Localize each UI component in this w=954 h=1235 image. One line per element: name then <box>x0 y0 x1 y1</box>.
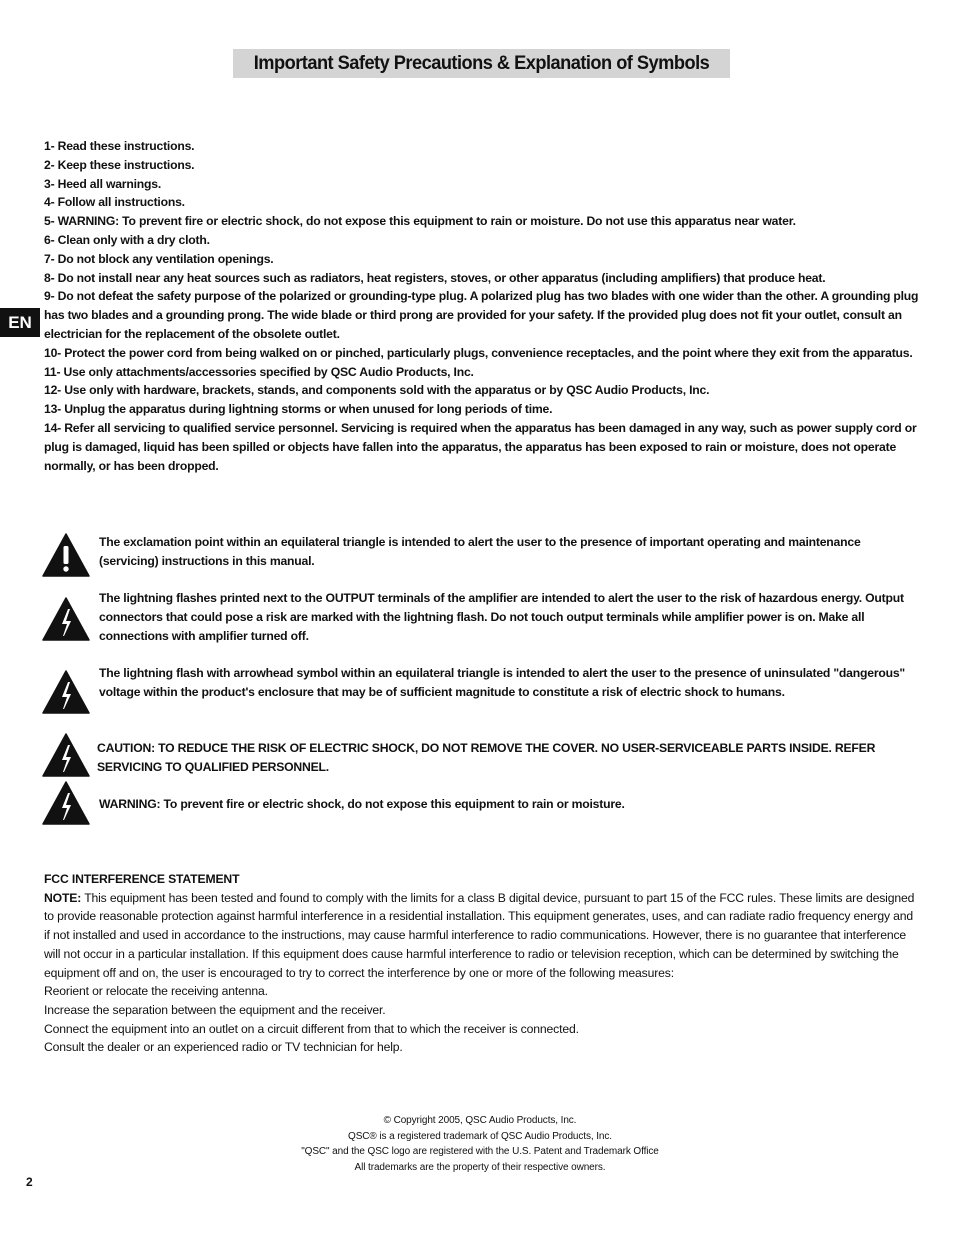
fcc-measure: Reorient or relocate the receiving antenna. <box>44 984 268 999</box>
precaution-item: 2- Keep these instructions. <box>44 157 195 172</box>
lightning-triangle-icon <box>42 597 90 641</box>
precaution-item: 14- Refer all servicing to qualified service personnel. Servicing is required when the apparatus has been damaged in any way, such as power supply cord or plug is damaged, liquid has been spilled or objects have fallen into the apparatus, the apparatus has been exposed to rain or moisture, does not operate normally, or has been dropped. <box>44 420 917 473</box>
symbol-text: CAUTION: TO REDUCE THE RISK OF ELECTRIC SHOCK, DO NOT REMOVE THE COVER. NO USER-SERVICEABLE PARTS INSIDE. REFER SERVICING TO QUALIFIED PERSONNEL. <box>97 741 876 774</box>
fcc-measure: Consult the dealer or an experienced radio or TV technician for help. <box>44 1040 403 1055</box>
fcc-measure: Increase the separation between the equipment and the receiver. <box>44 1002 386 1017</box>
precaution-item: 8- Do not install near any heat sources such as radiators, heat registers, stoves, or other apparatus (including amplifiers) that produce heat. <box>44 270 826 285</box>
page-title-bar <box>233 49 730 78</box>
fcc-measure: Connect the equipment into an outlet on a circuit different from that to which the receiver is connected. <box>44 1021 579 1036</box>
footer-line: QSC® is a registered trademark of QSC Audio Products, Inc. <box>348 1130 612 1142</box>
exclamation-triangle-icon <box>42 533 90 577</box>
language-tab-en: EN <box>0 308 40 337</box>
precaution-item: 11- Use only attachments/accessories specified by QSC Audio Products, Inc. <box>44 364 474 379</box>
precaution-item: 1- Read these instructions. <box>44 139 195 153</box>
page-number: 2 <box>26 1175 33 1189</box>
precaution-item: 3- Heed all warnings. <box>44 176 162 191</box>
fcc-statement <box>44 870 920 1057</box>
page-title: Important Safety Precautions & Explanation of Symbols <box>253 53 710 74</box>
lightning-triangle-icon <box>42 733 90 777</box>
footer-line: "QSC" and the QSC logo are registered with the U.S. Patent and Trademark Office <box>301 1146 659 1157</box>
precaution-item: 4- Follow all instructions. <box>44 195 185 210</box>
precaution-item: 7- Do not block any ventilation openings. <box>44 251 274 266</box>
fcc-heading: FCC INTERFERENCE STATEMENT <box>44 872 240 886</box>
fcc-note <box>44 889 920 983</box>
fcc-note-label: NOTE: <box>44 890 82 905</box>
copyright-footer <box>250 1113 710 1175</box>
symbol-text: The lightning flash with arrowhead symbol within an equilateral triangle is intended to alert the user to the presence of uninsulated "dangerous" voltage within the product's enclosure that may be of sufficient magnitude to constitute a risk of electric shock to humans. <box>99 666 906 699</box>
precaution-item: 10- Protect the power cord from being walked on or pinched, particularly plugs, convenience receptacles, and the point where they exit from the apparatus. <box>44 345 913 360</box>
symbol-text: The lightning flashes printed next to the OUTPUT terminals of the amplifier are intended to alert the user to the risk of hazardous energy. Output connectors that could pose a risk are marked with the lightning flash. Do not touch output terminals while amplifier power is on. Make all connections with amplifier turned off. <box>99 591 904 643</box>
fcc-note-text: This equipment has been tested and found to comply with the limits for a class B digital device, pursuant to part 15 of the FCC rules. These limits are designed to provide reasonable protection against harmful interference in a residential installation. This equipment generates, uses, and can radiate radio frequency energy and if not installed and used in accordance to the instructions, may cause harmful interference to radio communications. However, there is no guarantee that interference will not occur in a particular installation. If this equipment does cause harmful interference to radio or television reception, which can be determined by switching the equipment off and on, the user is encouraged to try to correct the interference by one or more of the following measures: <box>44 890 915 980</box>
footer-line: All trademarks are the property of their respective owners. <box>354 1161 606 1173</box>
precaution-item: 6- Clean only with a dry cloth. <box>44 232 210 247</box>
footer-line: © Copyright 2005, QSC Audio Products, Inc. <box>383 1115 577 1126</box>
lightning-triangle-icon <box>42 781 90 825</box>
precaution-item: 9- Do not defeat the safety purpose of the polarized or grounding-type plug. A polarized plug has two blades with one wider than the other. A grounding plug has two blades and a grounding prong. The wide blade or third prong are provided for your safety. If the provided plug does not fit your outlet, consult an electrician for the replacement of the obsolete outlet. <box>44 289 919 341</box>
safety-precautions-list <box>44 137 924 475</box>
precaution-item: 12- Use only with hardware, brackets, stands, and components sold with the apparatus or by QSC Audio Products, Inc. <box>44 383 710 398</box>
symbol-text: WARNING: To prevent fire or electric shock, do not expose this equipment to rain or moisture. <box>99 797 625 811</box>
precaution-item: 13- Unplug the apparatus during lightning storms or when unused for long periods of time. <box>44 402 553 417</box>
symbol-text: The exclamation point within an equilateral triangle is intended to alert the user to the presence of important operating and maintenance (servicing) instructions in this manual. <box>99 535 861 568</box>
lightning-triangle-icon <box>42 670 90 714</box>
precaution-item: 5- WARNING: To prevent fire or electric shock, do not expose this equipment to rain or moisture. Do not use this apparatus near water. <box>44 214 796 229</box>
